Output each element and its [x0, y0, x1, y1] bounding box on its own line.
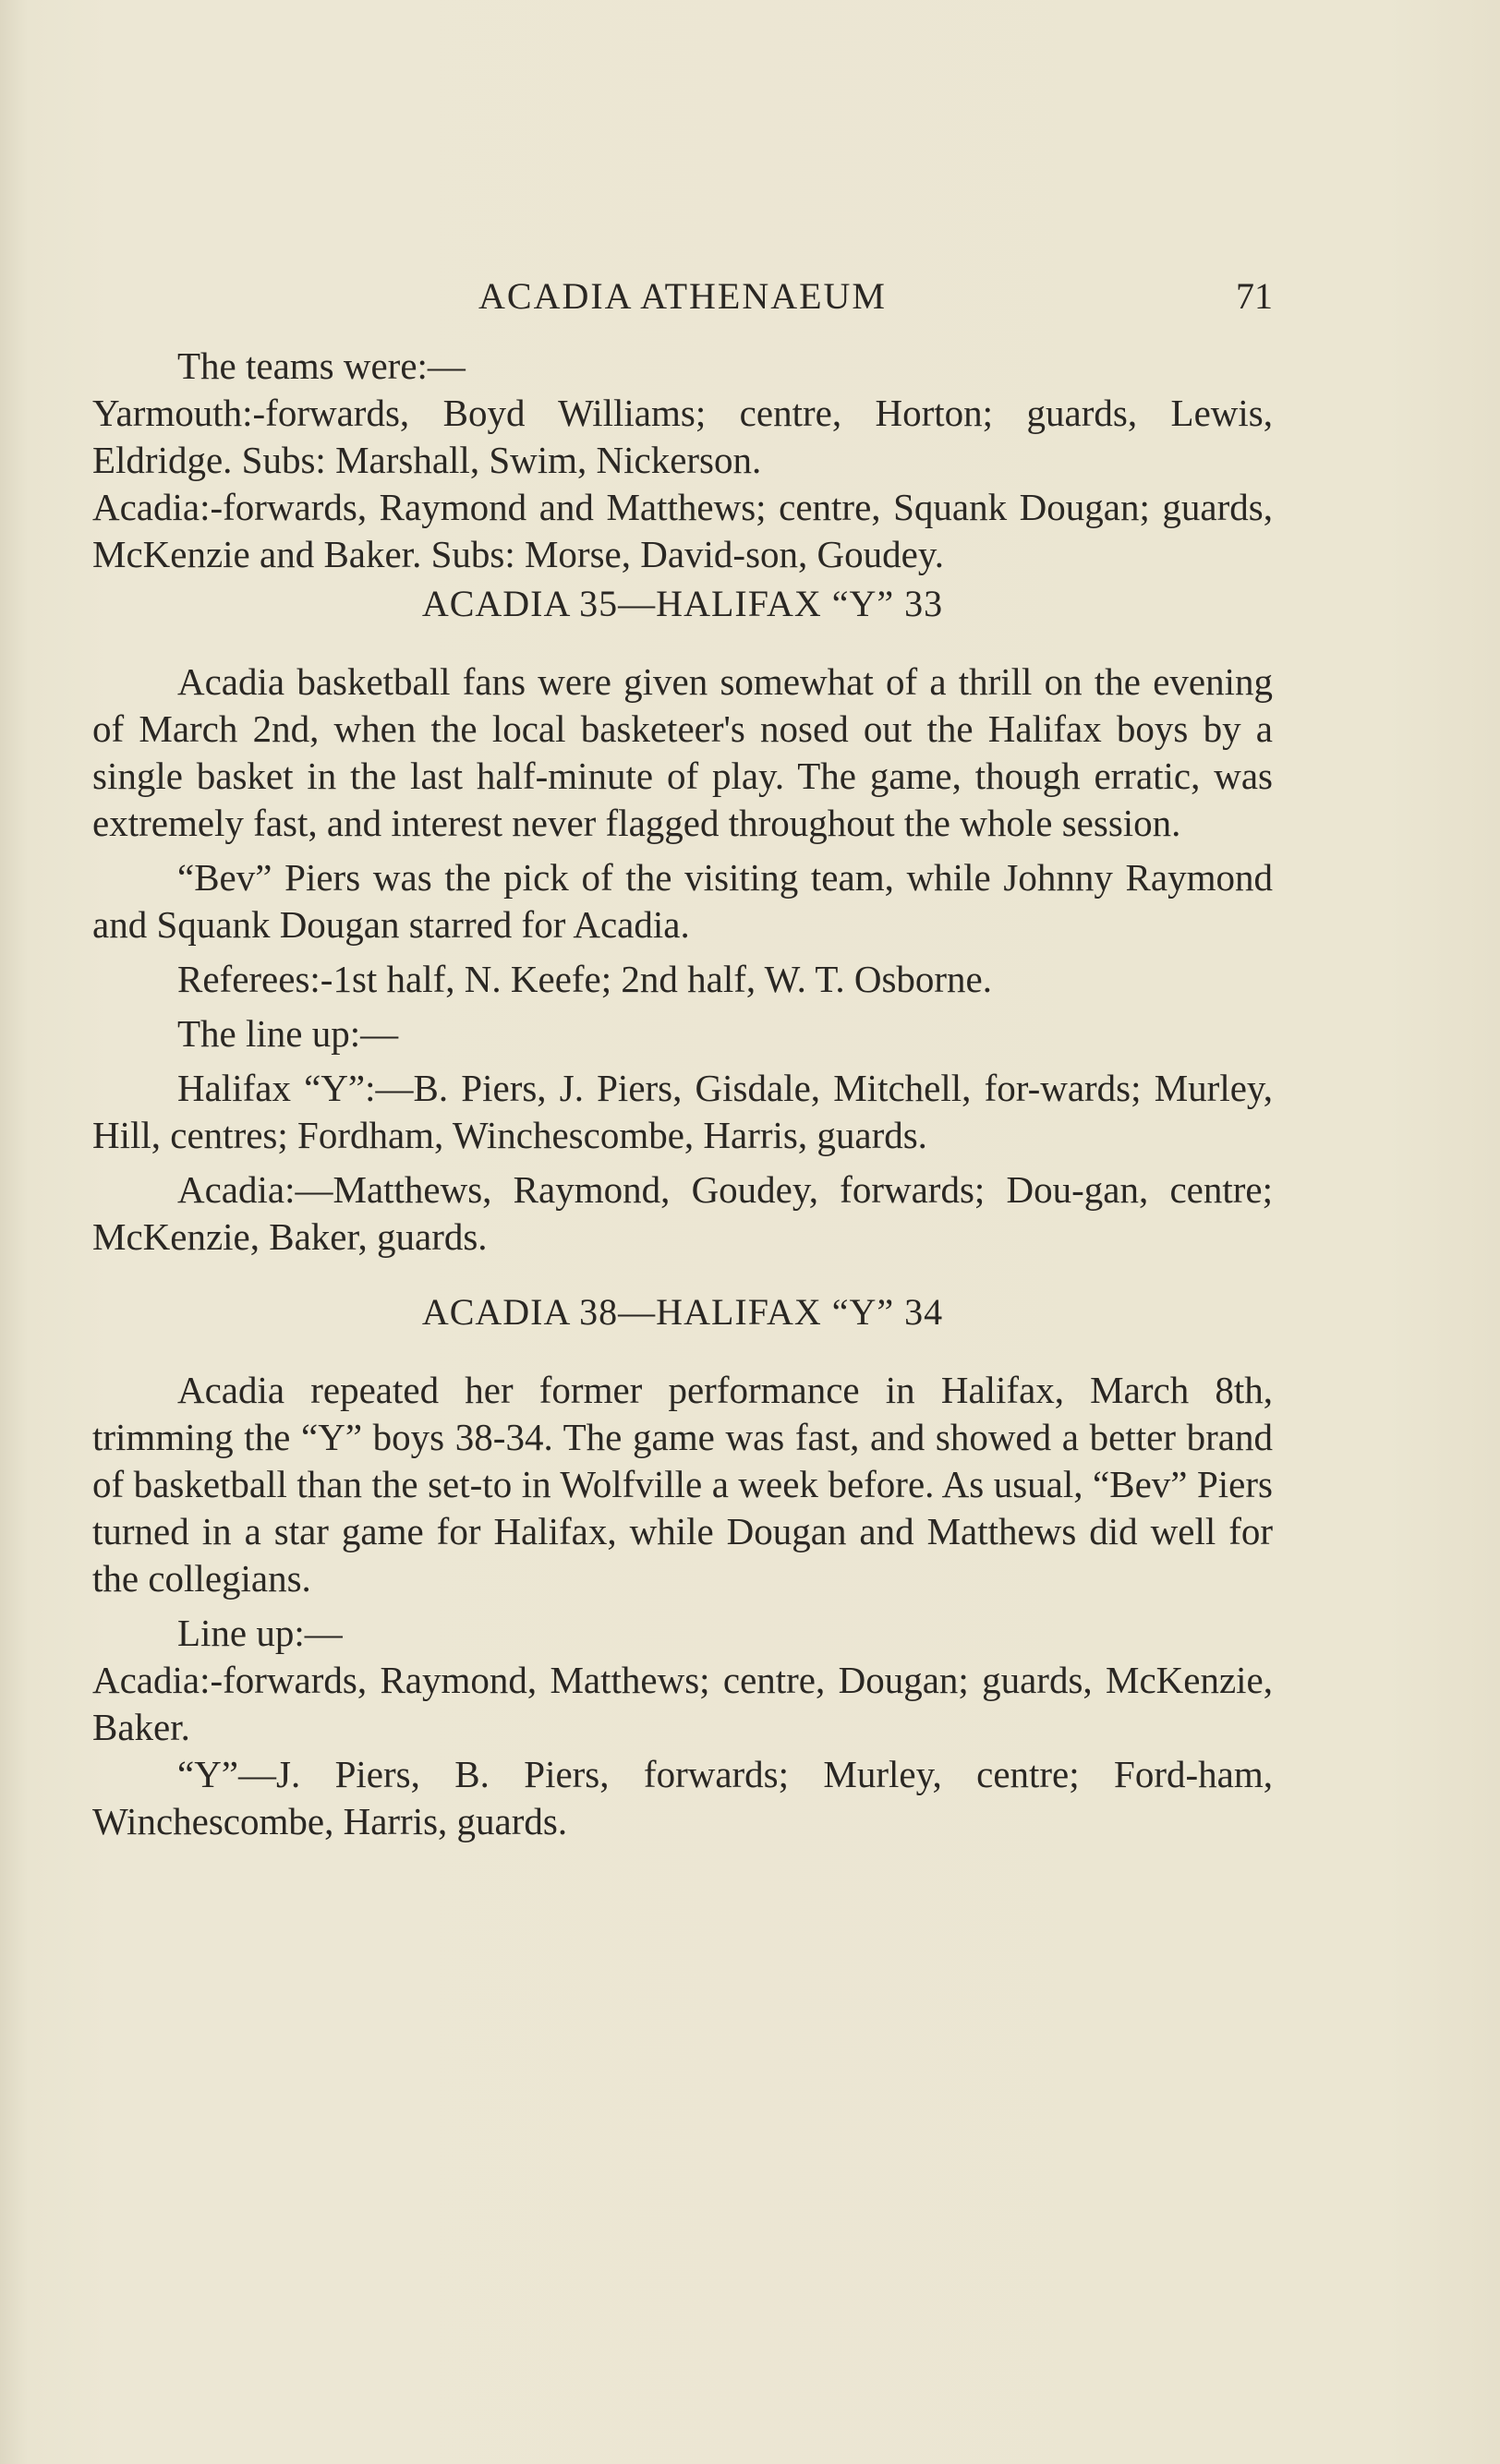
halifax-lineup: Halifax “Y”:—B. Piers, J. Piers, Gisdale, Mitchell, for-wards; Murley, Hill, centres; Fordham, Winchescombe, Harris, guards.	[92, 1067, 1273, 1156]
yarmouth-lineup: Yarmouth:-forwards, Boyd Williams; centre, Horton; guards, Lewis, Eldridge. Subs: Marshall, Swim, Nickerson.	[92, 392, 1273, 481]
line-up-label: The line up:—	[177, 1012, 399, 1055]
game-report-paragraph-2: Acadia repeated her former performance in Halifax, March 8th, trimming the “Y” boys 38-34. The game was fast, and showed a better brand of basketball than the set-to in Wolfville a week before. As usual, “Bev” Piers turned in a star game for Halifax, while Dougan and Matthews did well for the collegians.	[92, 1369, 1273, 1600]
running-head-title: ACADIA ATHENAEUM	[478, 275, 887, 317]
section-heading-acadia-35: ACADIA 35—HALIFAX “Y” 33	[421, 583, 944, 624]
referees-paragraph: Referees:-1st half, N. Keefe; 2nd half, W. T. Osborne.	[177, 958, 993, 1000]
section-heading-acadia-38: ACADIA 38—HALIFAX “Y” 34	[421, 1291, 944, 1333]
running-head	[92, 272, 1273, 337]
star-players-paragraph: “Bev” Piers was the pick of the visiting team, while Johnny Raymond and Squank Dougan starred for Acadia.	[92, 856, 1273, 946]
teams-intro: The teams were:—	[177, 344, 466, 387]
y-lineup-game2: “Y”—J. Piers, B. Piers, forwards; Murley, centre; Ford-ham, Winchescombe, Harris, guards.	[92, 1753, 1273, 1842]
acadia-lineup: Acadia:-forwards, Raymond and Matthews; centre, Squank Dougan; guards, McKenzie and Baker. Subs: Morse, David-son, Goudey.	[92, 486, 1273, 575]
page-text-block	[92, 272, 1273, 1845]
acadia-lineup-game1: Acadia:—Matthews, Raymond, Goudey, forwards; Dou-gan, centre; McKenzie, Baker, guards.	[92, 1168, 1273, 1258]
page-number: 71	[1236, 275, 1273, 317]
line-up-label-2: Line up:—	[177, 1612, 343, 1654]
game-report-paragraph: Acadia basketball fans were given somewhat of a thrill on the evening of March 2nd, when the local basketeer's nosed out the Halifax boys by a single basket in the last half-minute of play. The game, though erratic, was extremely fast, and interest never flagged throughout the whole session.	[92, 660, 1273, 844]
acadia-lineup-game2: Acadia:-forwards, Raymond, Matthews; centre, Dougan; guards, McKenzie, Baker.	[92, 1659, 1273, 1748]
